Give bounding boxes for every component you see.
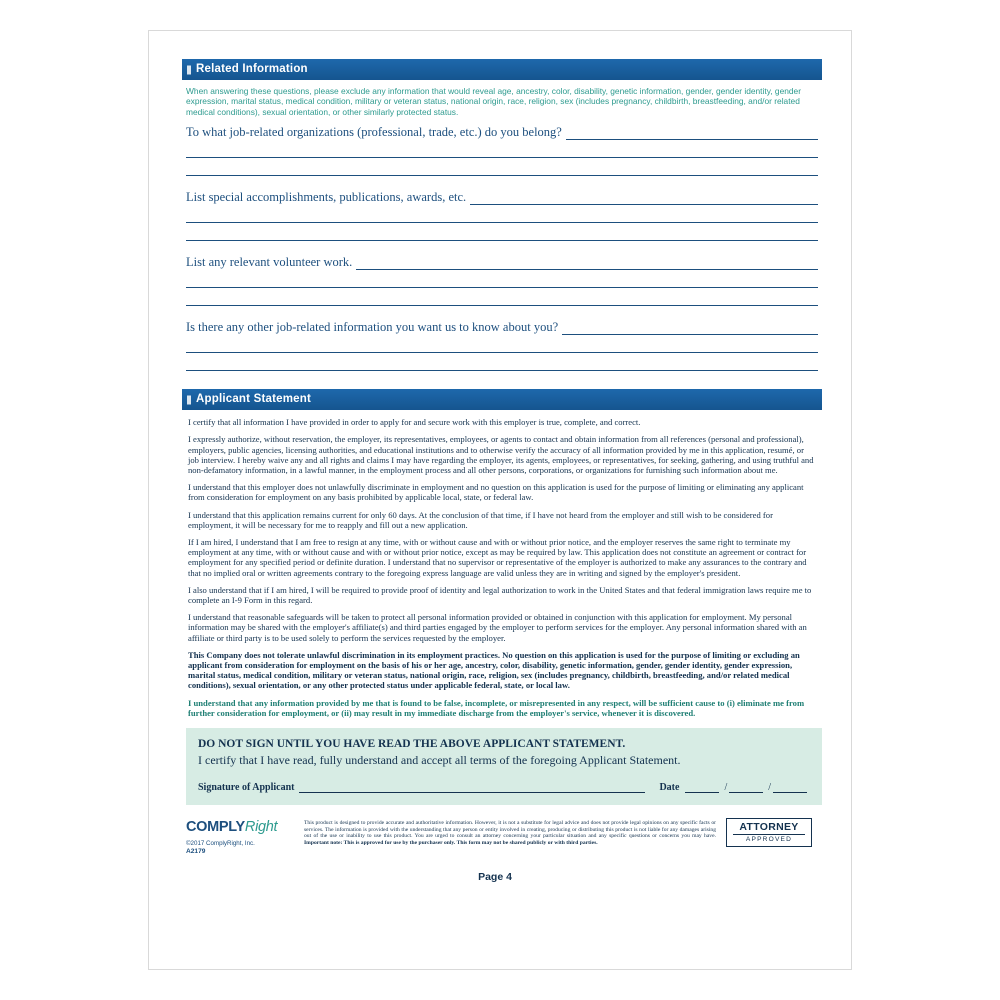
- answer-field-other-3[interactable]: [186, 355, 818, 371]
- section-title-applicant-statement: Applicant Statement: [196, 393, 311, 406]
- attorney-badge-line2: APPROVED: [733, 834, 805, 843]
- statement-paragraph-falsification: I understand that any information provided by me that is found to be false, incomplete, or misrepresented in any respect, will be sufficient cause to (i) eliminate me from further consideration for employment, or (ii) may result in my immediate discharge from the employer's service, whenever it is discovered.: [188, 697, 805, 718]
- question-label: List special accomplishments, publications, awards, etc.: [186, 190, 467, 205]
- page-content: [182, 59, 822, 883]
- statement-paragraph: If I am hired, I understand that I am free to resign at any time, with or without cause and with or without prior notice, and the employer reserves the same right to terminate my employment at any time, with or without cause and with or without prior notice, except as may be required by law. This application does not constitute an agreement or contract for employment for any specified period or definite duration. I understand that no supervisor or representative of the employer is authorized to make any assurances to the contrary and that no implied oral or written agreements contrary to the foregoing express language are valid unless they are in writing and signed by the employer's president.: [188, 537, 807, 578]
- statement-paragraph: I understand that reasonable safeguards will be taken to protect all personal information provided or obtained in conjunction with this application for employment. My personal information may be shared with the employer's affiliate(s) and third parties engaged by the employer to perform services for the employer. Any personal information shared with an affiliate or third party is to be used solely to perform the services requested by the employer.: [188, 612, 807, 643]
- page-number: Page 4: [478, 871, 512, 884]
- signature-label: Signature of Applicant: [198, 782, 295, 794]
- question-block-volunteer: [186, 255, 818, 306]
- date-year-input[interactable]: [773, 782, 807, 793]
- answer-field-other-1[interactable]: [562, 323, 818, 335]
- spacer: [182, 308, 822, 320]
- brand-block: [186, 818, 298, 855]
- answer-field-accomplishments-2[interactable]: [186, 207, 818, 223]
- question-block-organizations: [186, 125, 818, 176]
- date-month-input[interactable]: [685, 782, 719, 793]
- statement-paragraph: I expressly authorize, without reservation, the employer, its representatives, employees, or agents to contact and obtain information from all references (personal and professional), employers, public agencies, licensing authorities, and educational institutions and to otherwise verify the accuracy of all information provided by me in this application, resumé, or job interview. I hereby waive any and all rights and claims I may have regarding the employer, its agents, employees, or representatives, for seeking, gathering, and using truthful and non-defamatory information, in a lawful manner, in the employment process and all other persons, corporations, or organizations for furnishing such information about me.: [188, 434, 814, 476]
- signature-row: [198, 782, 810, 793]
- answer-field-organizations-3[interactable]: [186, 160, 818, 176]
- applicant-statement-body: [188, 417, 814, 718]
- signature-box: [186, 728, 822, 805]
- signature-warning: DO NOT SIGN UNTIL YOU HAVE READ THE ABOVE APPLICANT STATEMENT.: [198, 738, 626, 751]
- statement-paragraph-nondiscrimination: This Company does not tolerate unlawful discrimination in its employment practices. No question on this application is used for the purpose of limiting or excluding an applicant from consideration for employment on the basis of his or her age, ancestry, color, disability, genetic information, gender, gender identity, gender expression, marital status, medical condition, military or veteran status, national origin, race, religion, sex (includes pregnancy, childbirth, breastfeeding, and/or related medical conditions), sexual orientation, or any other protected status under applicable federal, state, or local law.: [188, 649, 800, 691]
- question-block-other-info: [186, 320, 818, 371]
- statement-paragraph: I also understand that if I am hired, I will be required to provide proof of identity and legal authorization to work in the United States and that federal immigration laws require me to complete an I-9 Form in this regard.: [188, 584, 812, 606]
- attorney-badge-line1: ATTORNEY: [739, 821, 799, 834]
- complyright-logo: [186, 820, 298, 835]
- spacer: [182, 243, 822, 255]
- legal-disclaimer: [298, 818, 726, 846]
- statement-paragraph: I understand that this application remains current for only 60 days. At the conclusion of that time, if I have not heard from the employer and still wish to be considered for employment, it will be necessary for me to reapply and fill out a new application.: [188, 509, 773, 530]
- section-header-applicant-statement: [182, 389, 822, 410]
- statement-paragraph: I understand that this employer does not unlawfully discriminate in employment and no question on this application is used for the purpose of limiting or eliminating any applicant from consideration for employment on any basis prohibited by applicable local, state, or federal law.: [188, 482, 804, 503]
- question-block-accomplishments: [186, 190, 818, 241]
- answer-field-organizations-2[interactable]: [186, 142, 818, 158]
- question-row: [186, 190, 818, 205]
- answer-field-accomplishments-1[interactable]: [470, 193, 818, 205]
- signature-input[interactable]: [299, 782, 646, 793]
- attorney-approved-badge: [726, 818, 812, 847]
- answer-field-other-2[interactable]: [186, 337, 818, 353]
- section-header-related-information: [182, 59, 822, 80]
- answer-field-volunteer-1[interactable]: [356, 258, 818, 270]
- brand-secondary: Right: [244, 819, 278, 836]
- date-label: Date: [659, 782, 680, 794]
- date-separator: /: [768, 782, 771, 794]
- statement-paragraph: I certify that all information I have provided in order to apply for and secure work with this employer is true, complete, and correct.: [188, 417, 641, 428]
- date-separator: /: [724, 782, 728, 794]
- related-information-notice: When answering these questions, please exclude any information that would reveal age, ancestry, color, disability, genetic information, gender, gender identity, gender expression, marital status, medical condition, military or veteran status, national origin, race, religion, sex (includes pregnancy, childbirth, breastfeeding, and/or related medical conditions), sexual orientation, or other similarly protected status.: [186, 86, 801, 117]
- answer-field-organizations-1[interactable]: [566, 128, 818, 140]
- question-row: [186, 125, 818, 140]
- answer-field-volunteer-2[interactable]: [186, 272, 818, 288]
- section-title-related-information: Related Information: [196, 63, 308, 75]
- answer-field-accomplishments-3[interactable]: [186, 225, 818, 241]
- answer-field-volunteer-3[interactable]: [186, 290, 818, 306]
- copyright-text: ©2017 ComplyRight, Inc.: [186, 840, 255, 848]
- question-row: [186, 255, 818, 270]
- brand-primary: COMPLY: [186, 819, 245, 836]
- question-label: Is there any other job-related information you want us to know about you?: [186, 320, 559, 335]
- question-label: List any relevant volunteer work.: [186, 255, 353, 270]
- page-footer: [186, 818, 812, 855]
- question-label: To what job-related organizations (professional, trade, etc.) do you belong?: [186, 125, 562, 140]
- signature-certification: I certify that I have read, fully understand and accept all terms of the foregoing Applicant Statement.: [198, 753, 681, 768]
- disclaimer-important: Important note: This is approved for use by the purchaser only. This form may not be shared publicly or with third parties.: [304, 839, 598, 846]
- sku-code: A2179: [186, 848, 206, 856]
- disclaimer-text: This product is designed to provide accurate and authoritative information. However, it is not a substitute for legal advice and does not provide legal opinions on any specific facts or services. The information is provided with the understanding that any person or entity involved in creating, producing or distributing this product is not liable for any damages arising out of the use or inability to use this product. You are urged to consult an attorney concerning your particular situation and any specific questions or concerns you may have.: [304, 820, 716, 840]
- form-page: [148, 30, 852, 970]
- spacer: [182, 178, 822, 190]
- date-day-input[interactable]: [729, 782, 763, 793]
- question-row: [186, 320, 818, 335]
